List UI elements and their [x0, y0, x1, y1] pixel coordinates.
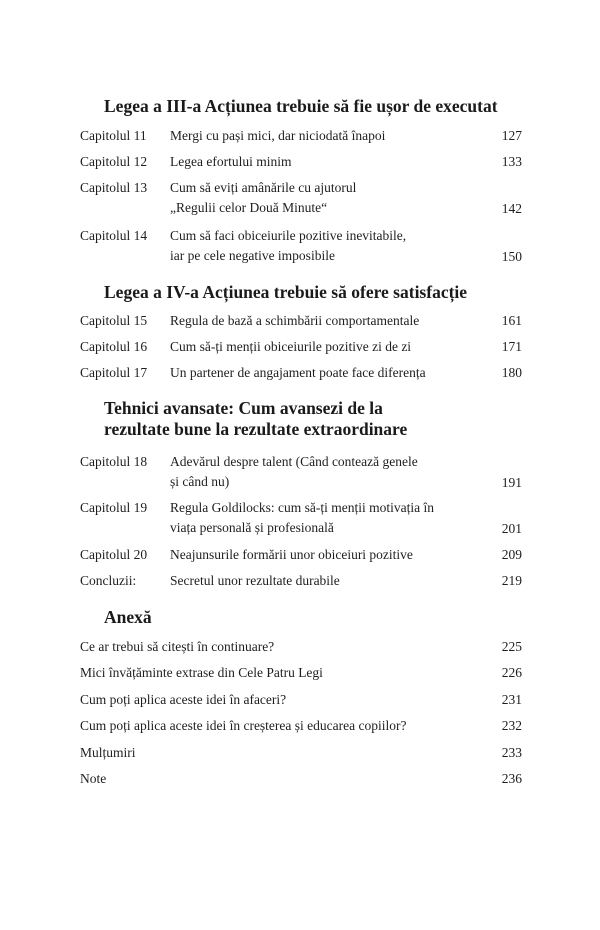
- annex-entry-title: Mici învățăminte extrase din Cele Patru Legi: [80, 665, 323, 680]
- section-title: [104, 398, 534, 440]
- chapter-title: Neajunsurile formării unor obiceiuri pozitive: [170, 547, 413, 562]
- section-title: [104, 282, 534, 303]
- chapter-title: Un partener de angajament poate face diferența: [170, 365, 426, 380]
- annex-entry-title: Cum poți aplica aceste idei în afaceri?: [80, 692, 287, 707]
- chapter-label: Capitolul 20: [80, 547, 148, 562]
- chapter-title: Cum să eviți amânările cu ajutorul „Regulii celor Două Minute“: [170, 180, 357, 215]
- chapter-label: Capitolul 19: [80, 500, 148, 515]
- chapter-title: Secretul unor rezultate durabile: [170, 573, 340, 588]
- chapter-label: Capitolul 15: [80, 313, 148, 328]
- page-number: 219: [501, 573, 522, 588]
- page-number: 226: [501, 665, 522, 680]
- section-title-line: rezultate bune la rezultate extraordinare: [104, 419, 408, 439]
- chapter-label: Capitolul 17: [80, 365, 148, 380]
- page-number: 191: [501, 475, 522, 490]
- page-number: 231: [501, 692, 522, 707]
- annex-entry-title: Mulțumiri: [80, 745, 136, 760]
- chapter-label: Capitolul 18: [80, 454, 148, 469]
- section-title-line: Tehnici avansate: Cum avansezi de la: [104, 398, 383, 418]
- chapter-title: Adevărul despre talent (Când contează genele și când nu): [170, 454, 418, 489]
- section-title: [104, 96, 534, 117]
- chapter-label: Concluzii:: [80, 573, 137, 588]
- page-number: 201: [501, 521, 522, 536]
- page-number: 232: [501, 718, 522, 733]
- chapter-label: Capitolul 14: [80, 228, 148, 243]
- page-number: 150: [501, 249, 522, 264]
- chapter-title: Cum să-ți menții obiceiurile pozitive zi de zi: [170, 339, 412, 354]
- chapter-label: Capitolul 16: [80, 339, 148, 354]
- page-number: 127: [501, 128, 522, 143]
- chapter-label: Capitolul 11: [80, 128, 147, 143]
- chapter-title: Regula Goldilocks: cum să-ți menții motivația în viața personală și profesională: [170, 500, 434, 535]
- annex-entry-title: Cum poți aplica aceste idei în creșterea și educarea copiilor?: [80, 718, 407, 733]
- chapter-title: Mergi cu pași mici, dar niciodată înapoi: [170, 128, 386, 143]
- annex-entry-title: Ce ar trebui să citești în continuare?: [80, 639, 275, 654]
- section-title-line: Legea a IV-a Acțiunea trebuie să ofere satisfacție: [104, 282, 468, 302]
- chapter-label: Capitolul 13: [80, 180, 148, 195]
- page-number: 161: [501, 313, 522, 328]
- page-number: 171: [501, 339, 522, 354]
- page-number: 233: [501, 745, 522, 760]
- page-number: 209: [501, 547, 522, 562]
- page-number: 180: [501, 365, 522, 380]
- page-number: 133: [501, 154, 522, 169]
- annex-title: Anexă: [104, 607, 152, 627]
- chapter-label: Capitolul 12: [80, 154, 148, 169]
- chapter-title: Regula de bază a schimbării comportamentale: [170, 313, 420, 328]
- annex-entry-title: Note: [80, 771, 107, 786]
- chapter-title: Cum să faci obiceiurile pozitive inevitabile, iar pe cele negative imposibile: [170, 228, 407, 263]
- chapter-title: Legea efortului minim: [170, 154, 292, 169]
- page-number: 225: [501, 639, 522, 654]
- page-number: 142: [501, 201, 522, 216]
- section-title-line: Legea a III-a Acțiunea trebuie să fie ușor de executat: [104, 96, 498, 116]
- page-number: 236: [501, 771, 522, 786]
